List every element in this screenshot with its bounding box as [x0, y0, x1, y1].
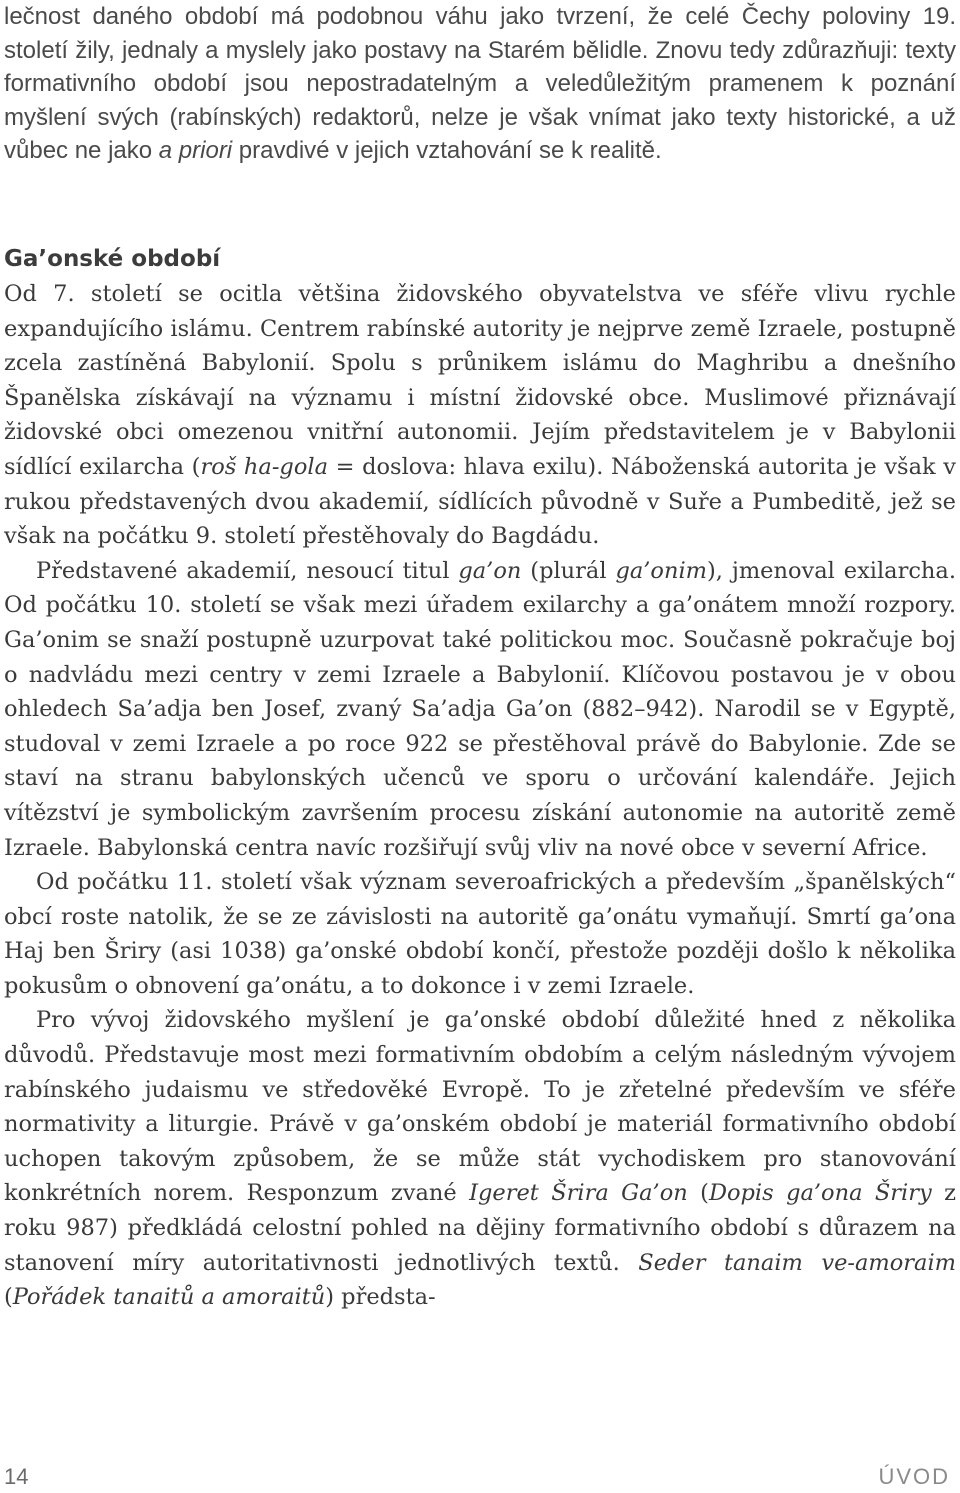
text-run: z roku 987) předkládá celostní pohled na dějiny formativního období s důrazem na stanovení míry autoritativnosti jednotlivých textů. — [4, 1180, 956, 1276]
intro-italic-term: a priori — [158, 137, 233, 164]
body-paragraph — [4, 1003, 956, 1314]
running-footer-section: ÚVOD — [878, 1464, 950, 1489]
intro-paragraph — [4, 0, 956, 168]
body-paragraph — [4, 865, 956, 1003]
body-text — [4, 277, 956, 1315]
text-run: ) předsta- — [325, 1284, 436, 1311]
italic-term: ga’onim — [615, 557, 707, 584]
text-run: Představené akademií, nesoucí titul — [36, 557, 459, 584]
italic-term: ga’on — [458, 557, 522, 584]
text-run: ( — [687, 1180, 709, 1207]
text-run: = doslova: hlava exilu). Náboženská autorita je však v rukou představených dvou akademií, sídlících původně v Suře a Pumbeditě, jež se však na počátku 9. století přestěhovaly do Bagdádu. — [4, 453, 956, 550]
intro-text-end: pravdivé v jejich vztahování se k realitě. — [232, 137, 662, 164]
text-run: Od 7. století se ocitla většina židovského obyvatelstva ve sféře vlivu rychle expandujícího islámu. Centrem rabínské autority je nejprve země Izraele, postupně zcela zastíněná Babylonií. Spolu s průnikem islámu do Maghribu a dnešního Španělska získávají na významu i místní židovské obce. Muslimové přiznávají židovské obci omezenou vnitřní autonomii. Jejím představitelem je v Babylonii sídlící exilarcha ( — [4, 281, 956, 480]
italic-term: Seder tanaim ve-amoraim — [638, 1249, 956, 1276]
italic-term: Igeret Šrira Ga’on — [469, 1180, 688, 1207]
text-run: Od počátku 11. století však význam severoafrických a především „španělských“ obcí roste natolik, že se ze závislosti na autoritě ga’onátu vymaňují. Smrtí ga’ona Haj ben Šriry (asi 1038) ga’onské období končí, přestože později došlo k několika pokusům o obnovení ga’onátu, a to dokonce i v zemi Izraele. — [4, 869, 956, 999]
text-run: Pro vývoj židovského myšlení je ga’onské období důležité hned z několika důvodů. Představuje most mezi formativním obdobím a celým následným vývojem rabínského judaismu ve středověké Evropě. To je zřetelné především ve sféře normativity a liturgie. Právě v ga’onském období je materiál formativního období uchopen takovým způsobem, že se může stát vychodiskem pro stanovování konkrétních norem. Responzum zvané — [4, 1007, 956, 1207]
body-paragraph — [4, 554, 956, 865]
italic-term: Dopis ga’ona Šriry — [708, 1180, 932, 1207]
text-run: ( — [4, 1284, 13, 1311]
text-run: (plurál — [521, 557, 616, 584]
italic-term: Pořádek tanaitů a amoraitů — [12, 1284, 326, 1311]
text-run: ), jmenoval exilarcha. Od počátku 10. století se však mezi úřadem exilarchy a ga’onátem množí rozpory. Ga’onim se snaží postupně uzurpovat také politickou moc. Současně pokračuje boj o nadvládu mezi centry v zemi Izraele a Babylonií. Klíčovou postavou je v obou ohledech Sa’adja ben Josef, zvaný Sa’adja Ga’on (882–942). Narodil se v Egyptě, studoval v zemi Izraele a po roce 922 se přestěhoval právě do Babylonie. Zde se staví na stranu babylonských učenců ve sporu o určování kalendáře. Jejich vítězství je symbolickým završením procesu získání autonomie na autoritě země Izraele. Babylonská centra navíc rozšiřují svůj vliv na nové obce v severní Africe. — [4, 557, 956, 861]
section-heading: Ga’onské období — [4, 246, 221, 272]
body-paragraph — [4, 277, 956, 554]
intro-text-start: lečnost daného období má podobnou váhu jako tvrzení, že celé Čechy poloviny 19. století žily, jednaly a myslely jako postavy na Starém bělidle. Znovu tedy zdůrazňuji: texty formativního období jsou nepostradatelným a veledůležitým pramenem k poznání myšlení svých (rabínských) redaktorů, nelze je však vnímat jako texty historické, a už vůbec ne jako — [4, 3, 956, 164]
page-number: 14 — [4, 1464, 29, 1489]
italic-term: roš ha-gola — [200, 453, 328, 480]
